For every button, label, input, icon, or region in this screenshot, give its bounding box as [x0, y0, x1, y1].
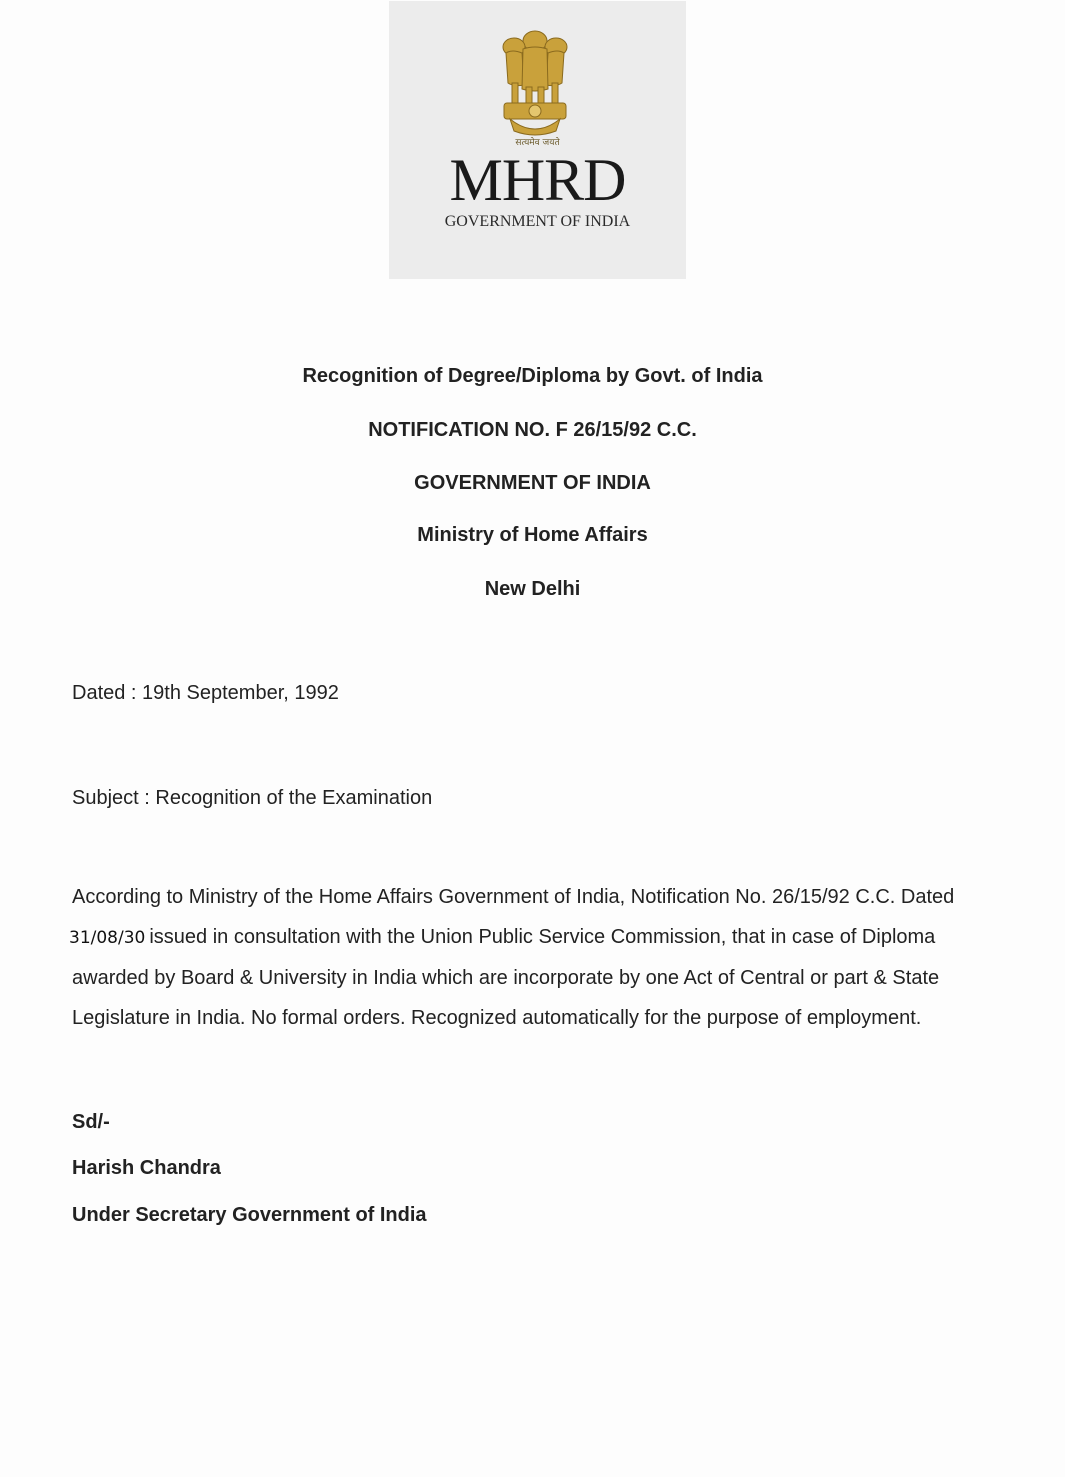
- emblem-motto: सत्यमेव जयते: [515, 138, 560, 148]
- place-heading: New Delhi: [484, 578, 581, 600]
- body-paragraph: [69, 877, 1002, 1038]
- signatory-designation: Under Secretary Government of India: [72, 1204, 427, 1226]
- recognition-heading: Recognition of Degree/Diploma by Govt. of India: [302, 365, 763, 387]
- mhrd-logo: [389, 1, 686, 279]
- signature-mark: Sd/-: [72, 1111, 110, 1133]
- brand-subtitle: GOVERNMENT OF INDIA: [444, 213, 631, 230]
- ministry-heading: Ministry of Home Affairs: [417, 524, 648, 546]
- brand-title: MHRD: [449, 147, 626, 213]
- notification-number: NOTIFICATION NO. F 26/15/92 C.C.: [368, 419, 697, 441]
- dated-line: Dated : 19th September, 1992: [72, 682, 339, 704]
- body-line-3: awarded by Board & University in India which are incorporate by one Act of Central or part & State: [72, 967, 940, 989]
- national-emblem-icon: [492, 27, 578, 137]
- government-heading: GOVERNMENT OF INDIA: [414, 472, 651, 494]
- subject-line: Subject : Recognition of the Examination: [72, 787, 433, 809]
- signatory-name: Harish Chandra: [72, 1157, 221, 1179]
- body-line-2: [69, 917, 1002, 958]
- body-line-1: According to Ministry of the Home Affairs Government of India, Notification No. 26/15/92 C.C. Dated: [72, 886, 955, 908]
- date-override: 31/08/30: [69, 928, 146, 948]
- body-line-2-text: issued in consultation with the Union Public Service Commission, that in case of Diploma: [149, 926, 936, 948]
- body-line-4: Legislature in India. No formal orders. Recognized automatically for the purpose of employment.: [72, 1007, 922, 1029]
